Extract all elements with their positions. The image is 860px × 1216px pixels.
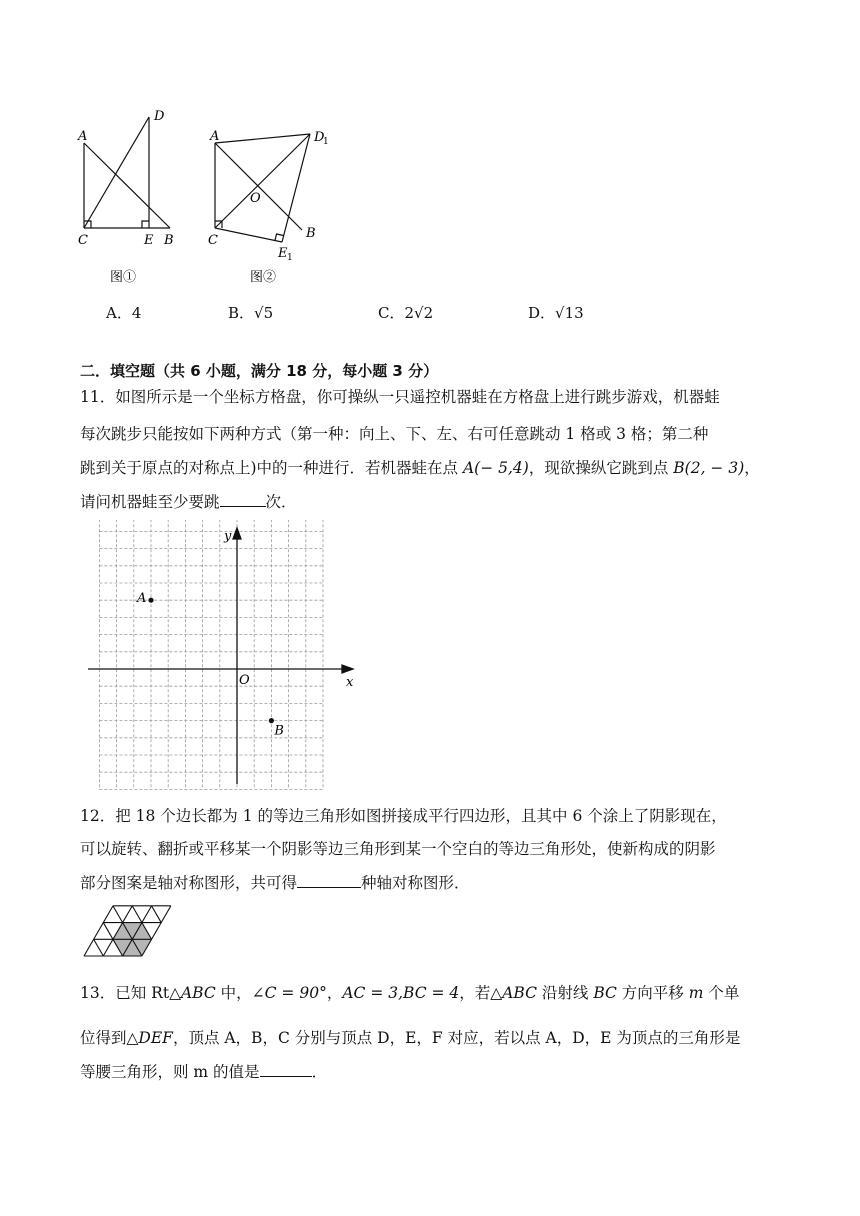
- q11-answer-blank[interactable]: [220, 492, 266, 507]
- q13-line-1: [80, 983, 739, 1003]
- q11-line-3-c: ，: [744, 459, 760, 477]
- fig2-label-O: O: [250, 191, 261, 206]
- choice-c-letter: C．: [378, 304, 405, 322]
- section-title: 二．填空题（共 6 小题，满分 18 分，每小题 3 分）: [80, 362, 439, 380]
- choice-d-value: √13: [555, 304, 584, 322]
- q11-line-2: 每次跳步只能按如下两种方式（第一种：向上、下、左、右可任意跳动 1 格或 3 格；第二种: [80, 425, 709, 443]
- choice-d: [528, 302, 584, 323]
- triangle-grid-lines: [84, 906, 171, 956]
- q13-line-2-a: 位得到: [80, 1029, 127, 1047]
- point-b: [269, 718, 274, 723]
- x-axis-label: x: [346, 675, 354, 690]
- q13-line-1-c: ，: [326, 984, 343, 1002]
- fig2-label-E1-sub: 1: [287, 253, 293, 263]
- choice-b-letter: B．: [228, 304, 255, 322]
- fig2-label-B: B: [306, 226, 316, 241]
- q13-ray-bc: BC: [593, 984, 617, 1002]
- q11-line-3-a: 跳到关于原点的对称点上)中的一种进行．若机器蛙在点: [80, 459, 463, 477]
- grid-lines: [99, 520, 323, 789]
- q13-triangle-abc: △ABC: [169, 984, 216, 1002]
- fig2-label-E1: E: [278, 246, 288, 261]
- q13-line-2-b: ，顶点 A，B，C 分别与顶点 D，E，F 对应，若以点 A，D，E 为顶点的三角形是: [172, 1029, 741, 1047]
- choice-a-letter: A．: [106, 304, 132, 322]
- x-axis-arrow: [342, 665, 353, 673]
- q11-line-1: 11．如图所示是一个坐标方格盘，你可操纵一只遥控机器蛙在方格盘上进行跳步游戏，机器蛙: [80, 388, 720, 406]
- coordinate-grid: [80, 520, 370, 790]
- point-b-label: B: [274, 723, 284, 739]
- fig2-label-D1-sub: 1: [323, 137, 329, 147]
- q13-line-3-a: 等腰三角形，则 m 的值是: [80, 1063, 260, 1081]
- q13-triangle-def: △DEF: [126, 1029, 173, 1047]
- q13-line-1-g: 个单: [703, 984, 740, 1002]
- geometry-figures: [70, 100, 350, 290]
- fig1-label-B: B: [164, 233, 174, 248]
- q11-line-3: [80, 458, 760, 478]
- q13-m: m: [688, 984, 704, 1002]
- fig1-label-C: C: [78, 233, 88, 248]
- q13-line-1-b: 中，: [215, 984, 252, 1002]
- triangle-parallelogram: [76, 898, 186, 962]
- q12-line-3-a: 部分图案是轴对称图形，共可得: [80, 874, 298, 892]
- figure-1: [84, 117, 170, 228]
- q13-angle-c: ∠C = 90°: [251, 984, 327, 1002]
- fig2-label-A: A: [210, 129, 220, 144]
- choice-c-value: 2√2: [404, 304, 434, 322]
- y-axis-label: y: [224, 529, 232, 544]
- q11-point-b: B(2, − 3): [673, 459, 745, 477]
- q13-line-1-f: 方向平移: [616, 984, 689, 1002]
- y-axis-arrow: [233, 528, 241, 539]
- fig2-label-D1: D: [314, 130, 325, 145]
- fig2-caption: 图②: [250, 270, 277, 285]
- axes: [88, 528, 353, 784]
- q13-line-1-d: ，若: [459, 984, 491, 1002]
- choice-c: [378, 302, 433, 323]
- point-a: [148, 598, 153, 603]
- q12-line-3-b: 种轴对称图形．: [361, 874, 470, 892]
- q11-line-4-a: 请问机器蛙至少要跳: [80, 493, 220, 511]
- origin-label: O: [239, 673, 250, 688]
- triangle-grid-diagonal: [152, 906, 162, 923]
- q12-line-1: 12．把 18 个边长都为 1 的等边三角形如图拼接成平行四边形，且其中 6 个涂上了阴影现在，: [80, 807, 727, 825]
- choice-b-value: √5: [254, 304, 274, 322]
- q11-point-a: A(− 5,4): [462, 459, 529, 477]
- choice-d-letter: D．: [528, 304, 556, 322]
- q13-line-3-b: ．: [311, 1063, 328, 1081]
- q13-line-1-a: 13．已知 Rt: [80, 984, 170, 1002]
- q11-line-3-b: ，现欲操纵它跳到点: [528, 459, 674, 477]
- fig2-label-C: C: [208, 233, 218, 248]
- choice-b: [228, 302, 273, 323]
- triangle-grid-diagonal: [94, 939, 104, 956]
- fig1-label-E: E: [144, 233, 154, 248]
- q13-line-2: [80, 1028, 740, 1048]
- q13-answer-blank[interactable]: [260, 1062, 312, 1077]
- figure-2: [215, 134, 310, 242]
- point-a-label: A: [137, 591, 147, 607]
- q11-line-4: [80, 492, 297, 512]
- q12-answer-blank[interactable]: [297, 873, 361, 888]
- fig1-label-D: D: [154, 109, 165, 124]
- fig1-caption: 图①: [110, 270, 137, 285]
- fig1-label-A: A: [78, 129, 88, 144]
- q11-line-4-b: 次．: [265, 493, 297, 511]
- q13-line-3: [80, 1062, 327, 1082]
- q12-line-2: 可以旋转、翻折或平移某一个阴影等边三角形到某一个空白的等边三角形处，使新构成的阴影: [80, 840, 716, 858]
- q12-line-3: [80, 873, 470, 893]
- choice-a-value: 4: [131, 304, 142, 322]
- choice-a: [106, 302, 141, 323]
- q13-line-1-e: 沿射线: [536, 984, 594, 1002]
- q13-triangle-abc-2: △ABC: [490, 984, 537, 1002]
- q13-side-lengths: AC = 3,BC = 4: [342, 984, 460, 1002]
